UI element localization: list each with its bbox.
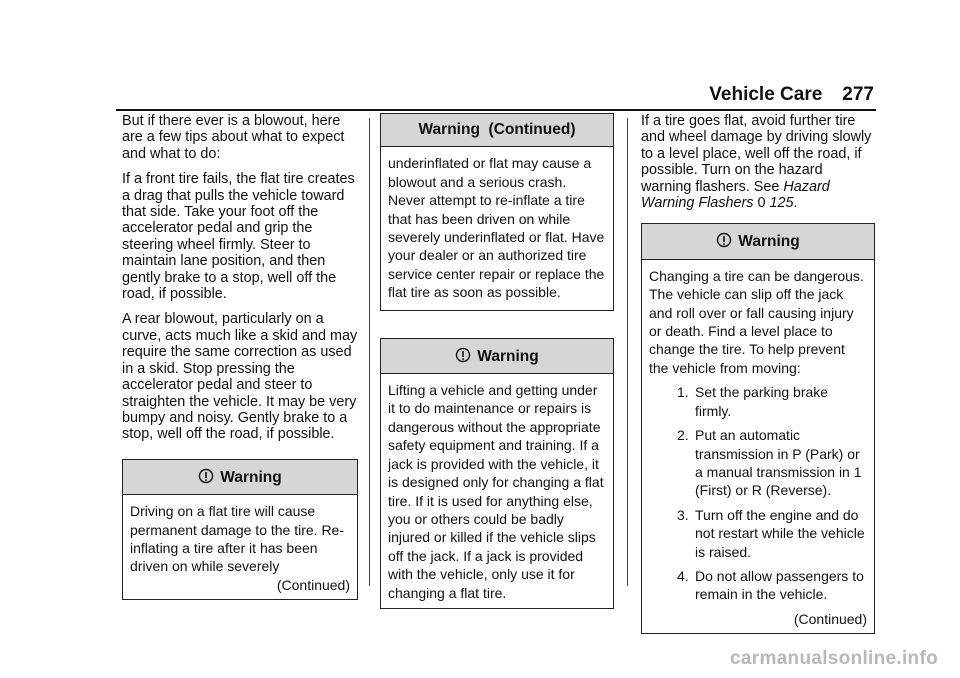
page-header xyxy=(709,84,874,106)
warning-body xyxy=(123,495,357,599)
warning-icon xyxy=(198,468,214,484)
page-ref-symbol: 0 xyxy=(757,195,766,212)
warning-box xyxy=(122,459,358,600)
warning-title: Warning xyxy=(220,468,282,486)
column-3 xyxy=(641,113,875,634)
warning-title: Warning xyxy=(738,233,800,251)
warning-icon xyxy=(716,232,732,248)
warning-icon xyxy=(455,347,471,363)
step-item xyxy=(649,567,867,604)
paragraph: But if there ever is a blowout, here are a few tips about what to expect and what to do: xyxy=(122,113,345,162)
paragraph: If a front tire fails, the flat tire creates a drag that pulls the vehicle toward that side. Take your foot off the accelerator pedal and grip the steering wheel firmly. Steer to maintain lane position, and then gently brake to a stop, well off the road, if possible. xyxy=(122,171,355,303)
column-2 xyxy=(380,113,614,609)
column-1 xyxy=(122,113,358,600)
step-text: Set the parking brake firmly. xyxy=(695,384,829,419)
paragraph: A rear blowout, particularly on a curve, acts much like a skid and may require the same correction as used in a skid. Stop pressing the accelerator pedal and steer to straighten the vehicle. It may be very bumpy and noisy. Gently brake to a stop, well off the road, if possible. xyxy=(122,311,358,443)
warning-box xyxy=(380,338,614,609)
warning-header xyxy=(381,339,613,374)
header-rule xyxy=(116,109,876,111)
warning-header xyxy=(123,460,357,495)
step-text: Turn off the engine and do not restart while the vehicle is raised. xyxy=(695,506,865,560)
intro-text: If a tire goes flat, avoid further tire and wheel damage by driving slowly to a level place, well off the road, if possible. Turn on the hazard warning flashers. See xyxy=(641,113,872,195)
watermark: carmanualsonline.info xyxy=(730,648,938,669)
warning-text: Lifting a vehicle and getting under it to do maintenance or repairs is dangerous without the appropriate safety equipment and training. If a jack is provided with the vehicle, it is designed only for changing a flat tire. If it is used for anything else, you or others could be badly injured or killed if the vehicle slips off the jack. If a jack is provided with the vehicle, only use it for changing a flat tire. xyxy=(388,382,604,601)
warning-header: Warning (Continued) xyxy=(381,114,613,147)
step-number: 1. xyxy=(677,384,689,401)
continued-label: (Continued) xyxy=(276,576,350,593)
cross-reference-link[interactable]: Hazard Warning Flashers xyxy=(641,178,830,212)
warning-text: Driving on a flat tire will cause permanent damage to the tire. Re-inflating a tire after it has been driven on while severely xyxy=(130,503,345,575)
step-number: 2. xyxy=(677,427,689,444)
step-number: 4. xyxy=(677,567,689,584)
step-item xyxy=(649,426,867,500)
warning-text: Changing a tire can be dangerous. The vehicle can slip off the jack and roll over or fall causing injury or death. Find a level place to change the tire. To help prevent the vehicle from moving: xyxy=(649,267,864,376)
page-ref[interactable]: 125 xyxy=(769,195,794,212)
warning-continued-box xyxy=(380,113,614,311)
column-divider-2 xyxy=(627,118,628,586)
section-title: Vehicle Care xyxy=(709,84,823,105)
step-number: 3. xyxy=(677,506,689,523)
period: . xyxy=(793,195,798,212)
step-text: Put an automatic transmission in P (Park) or a manual transmission in 1 (First) or R (Reverse). xyxy=(695,427,862,499)
step-item xyxy=(649,506,867,561)
step-text: Do not allow passengers to remain in the vehicle. xyxy=(695,567,864,603)
warning-text: underinflated or flat may cause a blowout and a serious crash. Never attempt to re-inflate a tire that has been driven on while severely underinflated or flat. Have your dealer or an authorized tire service center repair or replace the flat tire as soon as possible. xyxy=(388,155,605,301)
warning-body xyxy=(642,260,874,633)
column-divider-1 xyxy=(369,118,370,586)
step-item xyxy=(649,383,867,420)
warning-header xyxy=(642,224,874,259)
continued-label: (Continued) xyxy=(793,610,867,627)
paragraph xyxy=(641,113,875,211)
warning-box xyxy=(641,223,875,634)
page-number: 277 xyxy=(842,84,874,105)
warning-title: Warning xyxy=(477,347,539,365)
